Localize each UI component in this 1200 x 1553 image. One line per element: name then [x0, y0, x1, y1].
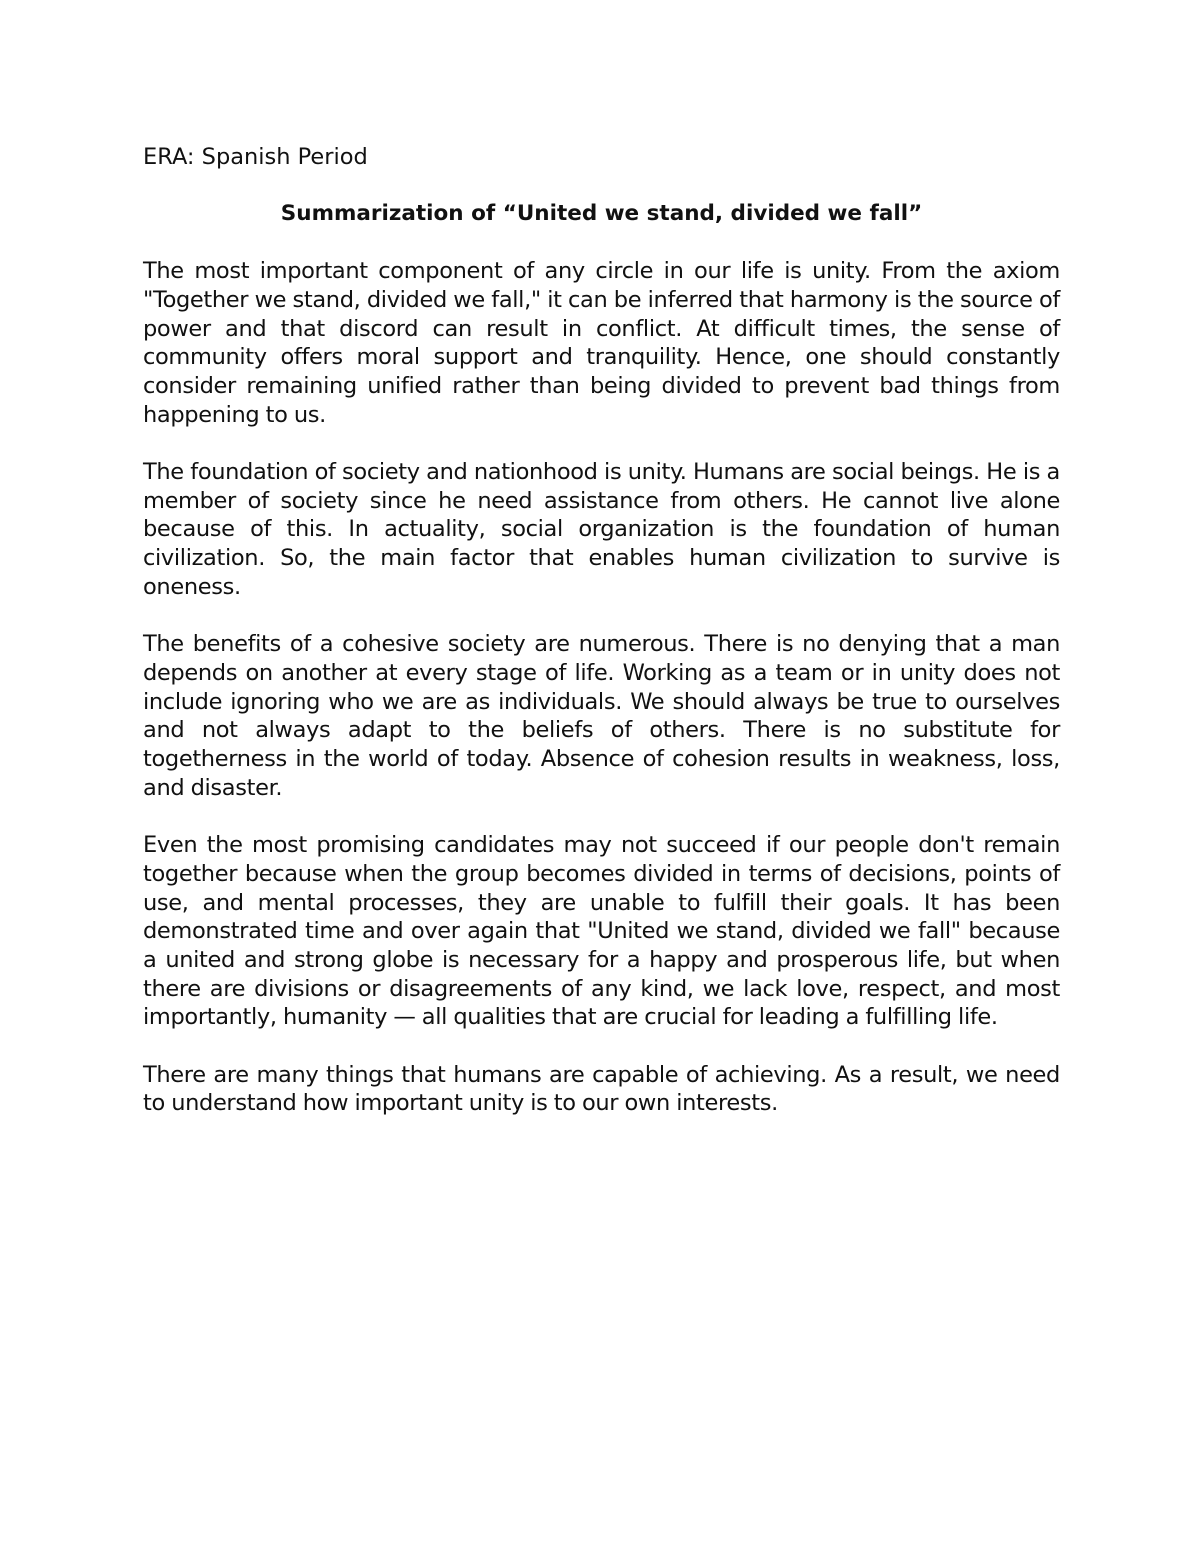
paragraph-4: Even the most promising candidates may not succeed if our people don't remain together because when the group becomes divided in terms of decisions, points of use, and mental processes, they are unable to fulfill their goals. It has been demonstrated time and over again that "United we stand, divided we fall" because a united and strong globe is necessary for a happy and prosperous life, but when there are divisions or disagreements of any kind, we lack love, respect, and most importantly, humanity — all qualities that are crucial for leading a fulfilling life.: [143, 832, 1060, 1031]
paragraph-2: The foundation of society and nationhood is unity. Humans are social beings. He is a member of society since he need assistance from others. He cannot live alone because of this. In actuality, social organization is the foundation of human civilization. So, the main factor that enables human civilization to survive is oneness.: [143, 459, 1060, 600]
document-body: [143, 143, 1060, 1118]
document-title: Summarization of “United we stand, divided we fall”: [280, 200, 923, 226]
paragraph-3: The benefits of a cohesive society are numerous. There is no denying that a man depends on another at every stage of life. Working as a team or in unity does not include ignoring who we are as individuals. We should always be true to ourselves and not always adapt to the beliefs of others. There is no substitute for togetherness in the world of today. Absence of cohesion results in weakness, loss, and disaster.: [143, 631, 1060, 801]
paragraph-5: There are many things that humans are capable of achieving. As a result, we need to understand how important unity is to our own interests.: [143, 1061, 1060, 1117]
paragraph-1: The most important component of any circle in our life is unity. From the axiom "Together we stand, divided we fall," it can be inferred that harmony is the source of power and that discord can result in conflict. At difficult times, the sense of community offers moral support and tranquility. Hence, one should constantly consider remaining unified rather than being divided to prevent bad things from happening to us.: [143, 258, 1060, 428]
era-line: ERA: Spanish Period: [143, 144, 368, 170]
